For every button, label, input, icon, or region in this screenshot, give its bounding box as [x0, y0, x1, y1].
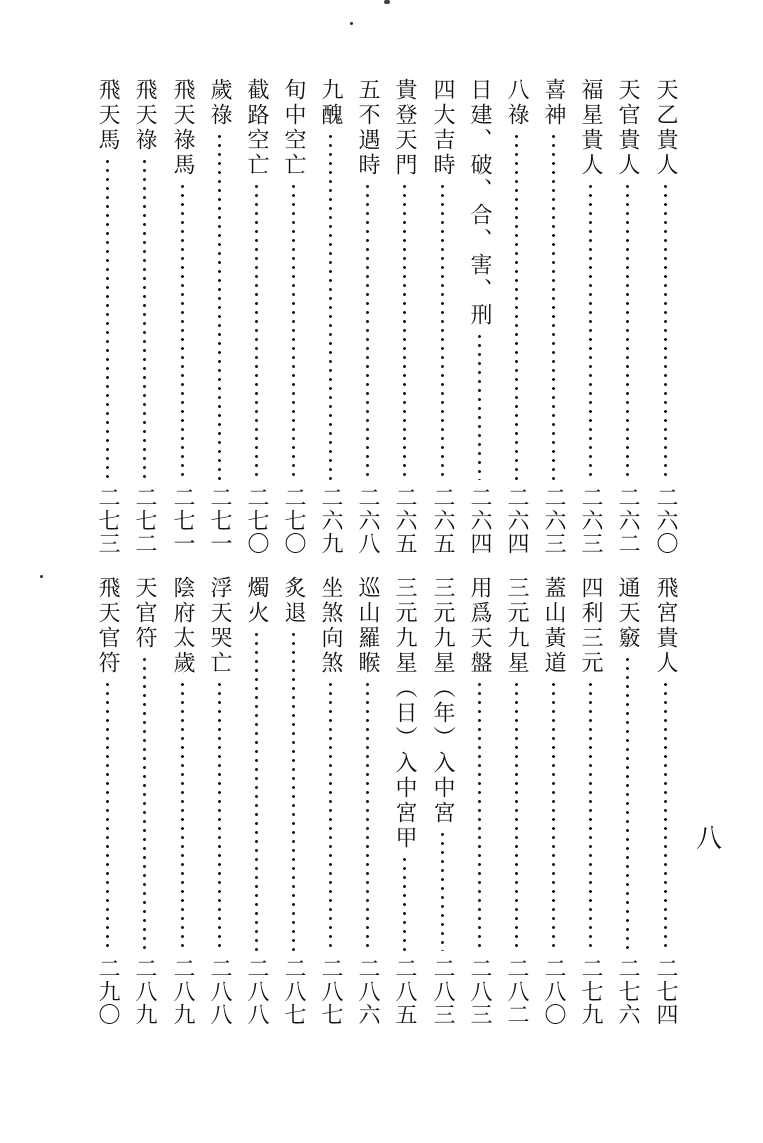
- toc-entry-page: 二八八: [244, 957, 269, 1026]
- page-number: 八: [695, 824, 722, 854]
- dot-leader: [143, 157, 146, 480]
- toc-entry: [389, 78, 419, 555]
- toc-entry-title: 福星貴人: [578, 78, 603, 178]
- toc-entry-page: 二七二: [132, 486, 157, 555]
- toc-entry-page: 二七一: [207, 486, 232, 555]
- dot-leader: [218, 680, 221, 951]
- dot-leader: [106, 157, 109, 480]
- dot-leader: [218, 132, 221, 480]
- toc-entry-title: 飛天官符: [95, 576, 120, 676]
- toc-entry: [204, 576, 234, 1026]
- toc-entry-title: 天官貴人: [615, 78, 640, 178]
- dot-leader: [106, 680, 109, 951]
- toc-entry-title: 陰府太歲: [170, 576, 195, 676]
- dot-leader: [255, 182, 258, 480]
- toc-entry: [352, 78, 382, 555]
- toc-entry-page: 二七四: [653, 957, 678, 1026]
- toc-entry-page: 二八三: [467, 957, 492, 1026]
- dot-leader: [292, 182, 295, 480]
- toc-entry-page: 二八〇: [541, 957, 566, 1026]
- toc-entry-page: 二七三: [95, 486, 120, 555]
- dot-leader: [589, 680, 592, 951]
- toc-entry-page: 二七九: [578, 957, 603, 1026]
- scan-mark: [384, 0, 390, 4]
- dot-leader: [329, 132, 332, 480]
- toc-entry: [501, 78, 531, 555]
- toc-entry: [650, 78, 680, 555]
- toc-entry: [92, 78, 122, 555]
- scan-speck: [40, 575, 43, 578]
- toc-entry-title: 三元九星（年）入中宮: [430, 576, 455, 826]
- toc-entry-page: 二六五: [430, 486, 455, 555]
- toc-entry-title: 截路空亡: [244, 78, 269, 178]
- toc-entry-page: 二六五: [392, 486, 417, 555]
- dot-leader: [366, 182, 369, 480]
- dot-leader: [403, 855, 406, 951]
- toc-entry-title: 飛宮貴人: [653, 576, 678, 676]
- toc-entry-title: 用爲天盤: [467, 576, 492, 676]
- toc-entry: [129, 78, 159, 555]
- toc-entry-page: 二八六: [355, 957, 380, 1026]
- toc-entry-title: 燭火: [244, 576, 269, 626]
- toc-entry-title: 蓋山黃道: [541, 576, 566, 676]
- dot-leader: [181, 680, 184, 951]
- dot-leader: [441, 830, 444, 951]
- dot-leader: [664, 182, 667, 480]
- toc-entry-title: 喜神: [541, 78, 566, 128]
- dot-leader: [552, 680, 555, 951]
- toc-entry-page: 二六〇: [653, 486, 678, 555]
- toc-entry: [427, 78, 457, 555]
- toc-entry: [315, 576, 345, 1026]
- toc-entry-title: 三元九星（日）入中宮甲: [392, 576, 417, 851]
- toc-entry-title: 炙退: [281, 576, 306, 626]
- dot-leader: [626, 655, 629, 951]
- toc-entry-title: 坐煞向煞: [318, 576, 343, 676]
- toc-entry-page: 二六八: [355, 486, 380, 555]
- toc-entry-page: 二九〇: [95, 957, 120, 1026]
- toc-entry-page: 二八七: [281, 957, 306, 1026]
- dot-leader: [515, 132, 518, 480]
- toc-entry-page: 二七一: [170, 486, 195, 555]
- toc-entry: [464, 78, 494, 555]
- toc-entry-page: 二八八: [207, 957, 232, 1026]
- toc-entry-title: 四大吉時: [430, 78, 455, 178]
- dot-leader: [552, 132, 555, 480]
- toc-entry: [352, 576, 382, 1026]
- dot-leader: [143, 655, 146, 951]
- toc-entry: [501, 576, 531, 1026]
- toc-entry: [612, 576, 642, 1026]
- toc-entry-page: 二六九: [318, 486, 343, 555]
- toc-entry-page: 二七〇: [244, 486, 269, 555]
- toc-entry-page: 二八九: [170, 957, 195, 1026]
- toc-entry-page: 二七六: [615, 957, 640, 1026]
- toc-entry: [241, 576, 271, 1026]
- toc-entry: [538, 78, 568, 555]
- dot-leader: [589, 182, 592, 480]
- toc-entry: [167, 78, 197, 555]
- dot-leader: [181, 182, 184, 480]
- toc-entry-page: 二六三: [541, 486, 566, 555]
- toc-entry: [612, 78, 642, 555]
- toc-entry-page: 二六四: [467, 486, 492, 555]
- dot-leader: [366, 680, 369, 951]
- toc-entry: [464, 576, 494, 1026]
- dot-leader: [292, 630, 295, 951]
- toc-entry-page: 二八二: [504, 957, 529, 1026]
- toc-entry-title: 八祿: [504, 78, 529, 128]
- toc-entry: [129, 576, 159, 1026]
- dot-leader: [441, 182, 444, 480]
- toc-entry-title: 飛天祿: [132, 78, 157, 153]
- toc-entry-page: 二八九: [132, 957, 157, 1026]
- toc-entry-title: 日建、破、合、害、刑: [467, 78, 492, 328]
- toc-entry-title: 三元九星: [504, 576, 529, 676]
- toc-entry-page: 二八七: [318, 957, 343, 1026]
- toc-entry-page: 二八五: [392, 957, 417, 1026]
- toc-entry-title: 旬中空亡: [281, 78, 306, 178]
- toc-entry: [389, 576, 419, 1026]
- dot-leader: [255, 630, 258, 951]
- toc-entry-title: 巡山羅睺: [355, 576, 380, 676]
- toc-entry-page: 二六三: [578, 486, 603, 555]
- toc-entry: [278, 78, 308, 555]
- toc-entry: [241, 78, 271, 555]
- toc-entry-page: 二六二: [615, 486, 640, 555]
- toc-entry: [204, 78, 234, 555]
- toc-entry: [315, 78, 345, 555]
- toc-entry: [650, 576, 680, 1026]
- toc-entry-title: 飛天祿馬: [170, 78, 195, 178]
- toc-entry: [427, 576, 457, 1026]
- toc-entry: [575, 78, 605, 555]
- dot-leader: [515, 680, 518, 951]
- toc-entry-title: 通天竅: [615, 576, 640, 651]
- dot-leader: [329, 680, 332, 951]
- toc-entry: [92, 576, 122, 1026]
- toc-entry-title: 九醜: [318, 78, 343, 128]
- toc-entry: [575, 576, 605, 1026]
- dot-leader: [478, 680, 481, 951]
- toc-entry-title: 歲祿: [207, 78, 232, 128]
- toc-entry: [278, 576, 308, 1026]
- toc-entry-title: 飛天馬: [95, 78, 120, 153]
- toc-entry: [167, 576, 197, 1026]
- toc-entry-page: 二七〇: [281, 486, 306, 555]
- toc-entry-title: 貴登天門: [392, 78, 417, 178]
- toc-entry-title: 天乙貴人: [653, 78, 678, 178]
- toc-entry-title: 天官符: [132, 576, 157, 651]
- toc-entry: [538, 576, 568, 1026]
- toc-entry-title: 浮天哭亡: [207, 576, 232, 676]
- dot-leader: [626, 182, 629, 480]
- dot-leader: [664, 680, 667, 951]
- toc-entry-page: 二八三: [430, 957, 455, 1026]
- toc-entry-title: 五不遇時: [355, 78, 380, 178]
- dot-leader: [478, 332, 481, 480]
- toc-entry-page: 二六四: [504, 486, 529, 555]
- scan-speck: [350, 22, 353, 25]
- toc-entry-title: 四利三元: [578, 576, 603, 676]
- dot-leader: [403, 182, 406, 480]
